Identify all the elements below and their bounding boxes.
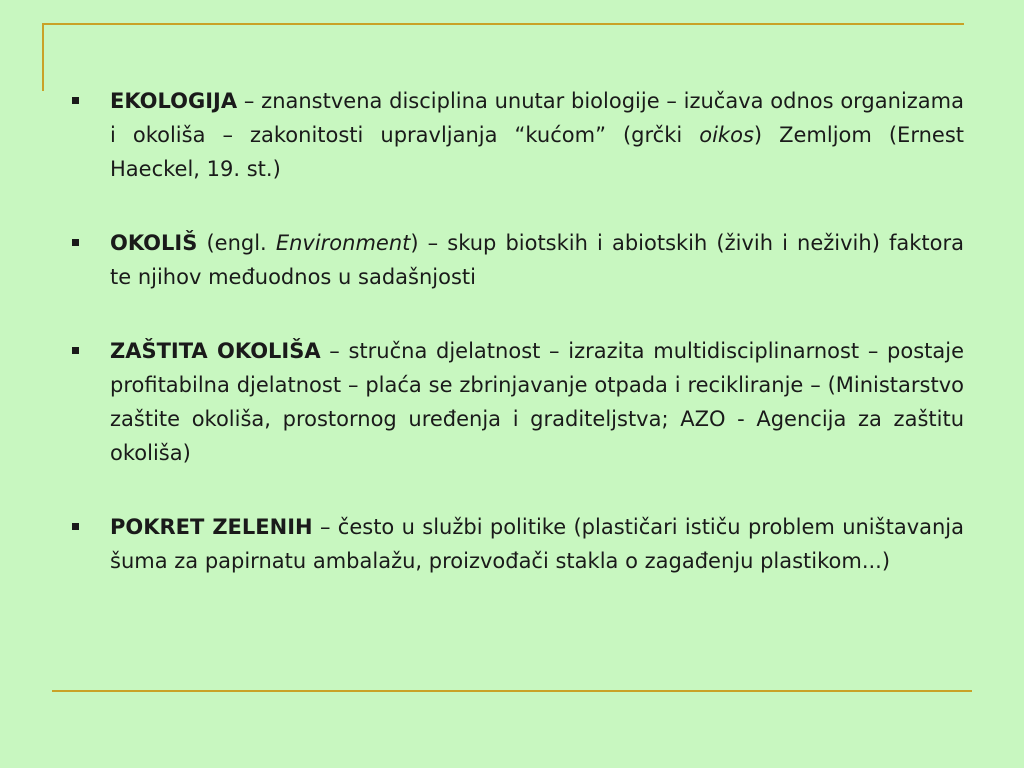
bullet-item-zastita-okolisa [72,334,964,470]
top-rule [42,23,964,25]
definition-text: ) – skup biotskih i abiotskih (živih i neživih) faktora te njihov međuodnos u sadašnjosti [110,231,964,289]
square-bullet-icon [72,97,79,104]
definition-text: – stručna djelatnost – izrazita multidisciplinarnost – postaje profitabilna djelatnost – plaća se zbrinjavanje otpada i recikliranje – (Ministarstvo zaštite okoliša, prostornog uređenja i graditeljstva; AZO - Agencija za zaštitu okoliša) [110,339,965,465]
bottom-rule [52,690,972,692]
definition-text: ) Zemljom (Ernest Haeckel, 19. st.) [110,123,964,181]
definition-text: – često u službi politike (plastičari ističu problem uništavanja šuma za papirnatu ambalažu, proizvođači stakla o zagađenju plastikom...) [110,515,964,573]
slide-content [72,84,964,578]
square-bullet-icon [72,239,79,246]
left-rule [42,23,44,91]
definition-italic: Environment [275,231,411,255]
definition-text: – znanstvena disciplina unutar biologije – izučava odnos organizama i okoliša – zakonitosti upravljanja “kućom” (grčki [110,89,964,147]
bullet-item-pokret-zelenih [72,510,964,578]
square-bullet-icon [72,523,79,530]
term: ZAŠTITA OKOLIŠA [110,339,321,363]
definition-italic: oikos [699,123,754,147]
term: POKRET ZELENIH [110,515,313,539]
definition-text: (engl. [197,231,276,255]
square-bullet-icon [72,347,79,354]
term: EKOLOGIJA [110,89,238,113]
bullet-item-okolis [72,226,964,294]
bullet-item-ekologija [72,84,964,186]
term: OKOLIŠ [110,231,198,255]
